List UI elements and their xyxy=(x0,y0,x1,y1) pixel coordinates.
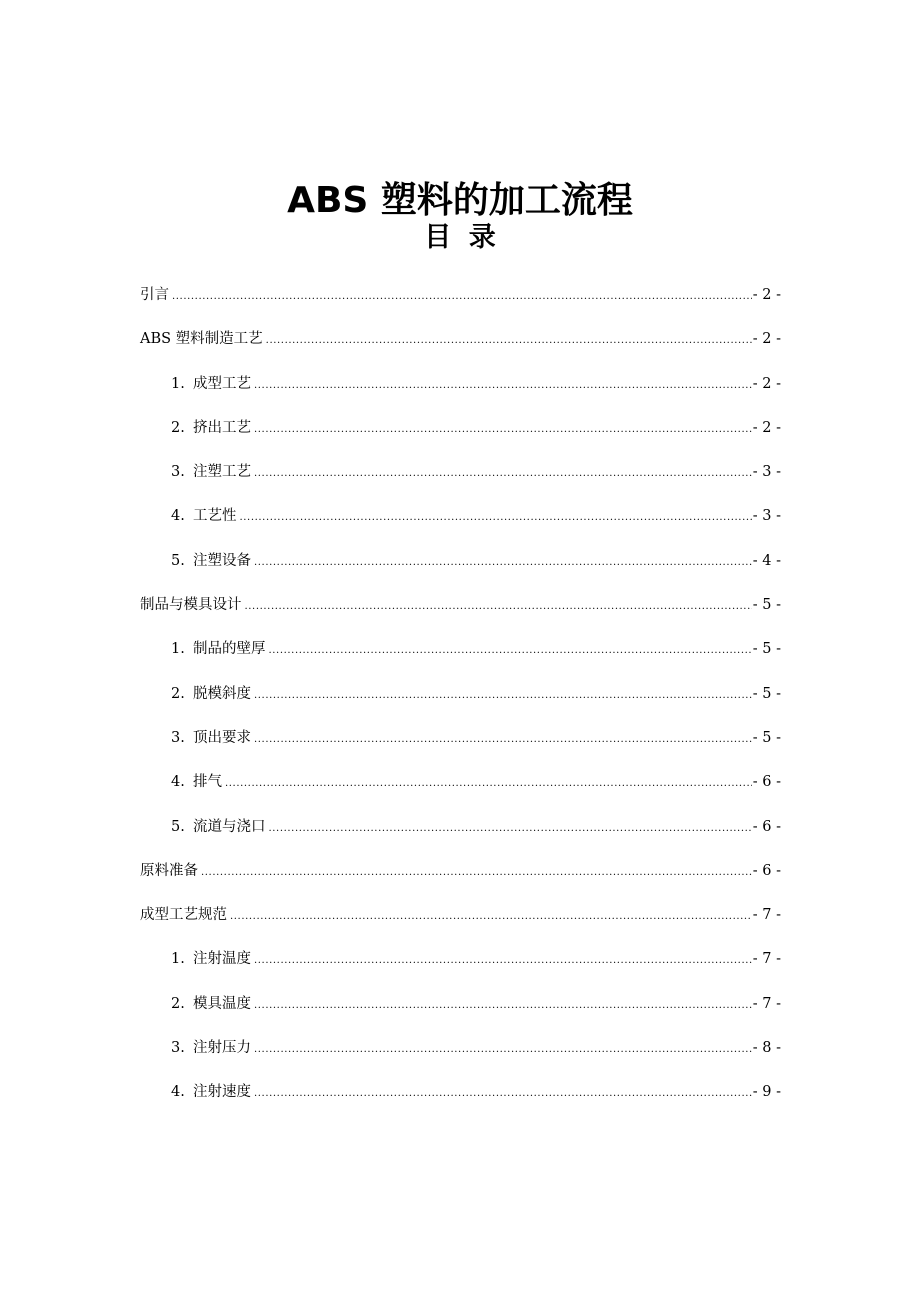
toc-dot-leader xyxy=(254,1036,752,1064)
toc-dot-leader xyxy=(225,770,752,798)
toc-entry-label: 成型工艺 xyxy=(193,375,251,392)
toc-entry-runner-and-gate[interactable] xyxy=(140,813,781,857)
toc-page-number: - 7 - xyxy=(752,951,781,968)
toc-page-number: - 3 - xyxy=(752,464,781,481)
toc-entry-label: 排气 xyxy=(193,774,222,791)
toc-dot-leader xyxy=(269,815,752,843)
toc-page-number: - 6 - xyxy=(752,774,781,791)
toc-page-number: - 2 - xyxy=(752,287,781,303)
toc-entry-label: 注射温度 xyxy=(193,951,251,968)
toc-dot-leader xyxy=(230,903,752,931)
toc-entry-label: 注塑工艺 xyxy=(193,464,251,481)
toc-entry-label: 工艺性 xyxy=(193,508,237,525)
toc-entry-number: 4. xyxy=(171,1084,185,1101)
toc-page-number: - 9 - xyxy=(752,1084,781,1101)
toc-page-number: - 5 - xyxy=(752,729,781,746)
toc-page-number: - 6 - xyxy=(752,818,781,835)
toc-page-number: - 5 - xyxy=(752,641,781,658)
toc-dot-leader xyxy=(172,283,752,311)
toc-entry-number: 2. xyxy=(171,685,185,702)
toc-page-number: - 2 - xyxy=(752,375,781,392)
toc-page-number: - 5 - xyxy=(752,685,781,702)
toc-entry-label: 成型工艺规范 xyxy=(140,907,227,924)
toc-entry-venting[interactable] xyxy=(140,768,781,812)
toc-dot-leader xyxy=(240,504,752,532)
toc-page-number: - 7 - xyxy=(752,907,781,924)
toc-entry-ejection-requirements[interactable] xyxy=(140,724,781,768)
toc-page-number: - 2 - xyxy=(752,331,781,348)
toc-entry-number: 3. xyxy=(171,729,185,746)
toc-entry-injection-speed[interactable] xyxy=(140,1078,781,1122)
toc-page-number: - 4 - xyxy=(752,552,781,569)
toc-entry-label: ABS 塑料制造工艺 xyxy=(140,331,263,348)
toc-page-number: - 8 - xyxy=(752,1040,781,1057)
toc-entry-number: 1. xyxy=(171,641,185,658)
table-of-contents xyxy=(140,281,781,1123)
toc-dot-leader xyxy=(245,593,752,621)
toc-dot-leader xyxy=(254,947,752,975)
toc-entry-mold-temperature[interactable] xyxy=(140,990,781,1034)
toc-page-number: - 5 - xyxy=(752,597,781,614)
toc-entry-draft-angle[interactable] xyxy=(140,680,781,724)
toc-dot-leader xyxy=(269,637,752,665)
toc-entry-injection-temperature[interactable] xyxy=(140,945,781,989)
toc-heading: 目 录 xyxy=(424,222,496,253)
toc-entry-injection-equipment[interactable] xyxy=(140,547,781,591)
toc-entry-number: 4. xyxy=(171,774,185,791)
toc-entry-material-preparation[interactable] xyxy=(140,857,781,901)
toc-entry-label: 脱模斜度 xyxy=(193,685,251,702)
toc-entry-label: 注射速度 xyxy=(193,1084,251,1101)
toc-entry-label: 制品与模具设计 xyxy=(140,597,242,614)
toc-entry-label: 顶出要求 xyxy=(193,729,251,746)
toc-entry-product-and-mold-design[interactable] xyxy=(140,591,781,635)
toc-entry-number: 1. xyxy=(171,375,185,392)
toc-page-number: - 3 - xyxy=(752,508,781,525)
toc-dot-leader xyxy=(254,416,752,444)
toc-entry-number: 5. xyxy=(171,818,185,835)
toc-dot-leader xyxy=(254,372,752,400)
toc-dot-leader xyxy=(254,460,752,488)
toc-dot-leader xyxy=(254,1080,752,1108)
toc-dot-leader xyxy=(254,726,752,754)
toc-entry-extrusion-process[interactable] xyxy=(140,414,781,458)
toc-entry-label: 制品的壁厚 xyxy=(193,641,266,658)
toc-entry-injection-pressure[interactable] xyxy=(140,1034,781,1078)
toc-entry-label: 原料准备 xyxy=(140,862,198,879)
toc-entry-injection-process[interactable] xyxy=(140,458,781,502)
toc-entry-molding-process[interactable] xyxy=(140,370,781,414)
toc-dot-leader xyxy=(266,327,752,355)
toc-entry-label: 注射压力 xyxy=(193,1040,251,1057)
toc-entry-number: 3. xyxy=(171,1040,185,1057)
toc-entry-number: 4. xyxy=(171,508,185,525)
toc-page-number: - 2 - xyxy=(752,419,781,436)
toc-entry-abs-manufacturing-process[interactable] xyxy=(140,325,781,369)
toc-dot-leader xyxy=(254,682,752,710)
toc-entry-number: 2. xyxy=(171,419,185,436)
toc-entry-label: 引言 xyxy=(140,287,169,303)
toc-dot-leader xyxy=(201,859,752,887)
toc-entry-wall-thickness[interactable] xyxy=(140,635,781,679)
toc-entry-label: 模具温度 xyxy=(193,995,251,1012)
toc-page-number: - 6 - xyxy=(752,862,781,879)
toc-dot-leader xyxy=(254,549,752,577)
toc-entry-number: 5. xyxy=(171,552,185,569)
toc-entry-label: 注塑设备 xyxy=(193,552,251,569)
toc-entry-processability[interactable] xyxy=(140,502,781,546)
toc-page-number: - 7 - xyxy=(752,995,781,1012)
document-title: ABS 塑料的加工流程 xyxy=(287,180,633,222)
toc-entry-number: 3. xyxy=(171,464,185,481)
toc-entry-label: 挤出工艺 xyxy=(193,419,251,436)
toc-entry-number: 2. xyxy=(171,995,185,1012)
toc-entry-number: 1. xyxy=(171,951,185,968)
toc-entry-molding-specifications[interactable] xyxy=(140,901,781,945)
toc-dot-leader xyxy=(254,992,752,1020)
toc-entry-label: 流道与浇口 xyxy=(193,818,266,835)
toc-entry-introduction[interactable] xyxy=(140,281,781,325)
